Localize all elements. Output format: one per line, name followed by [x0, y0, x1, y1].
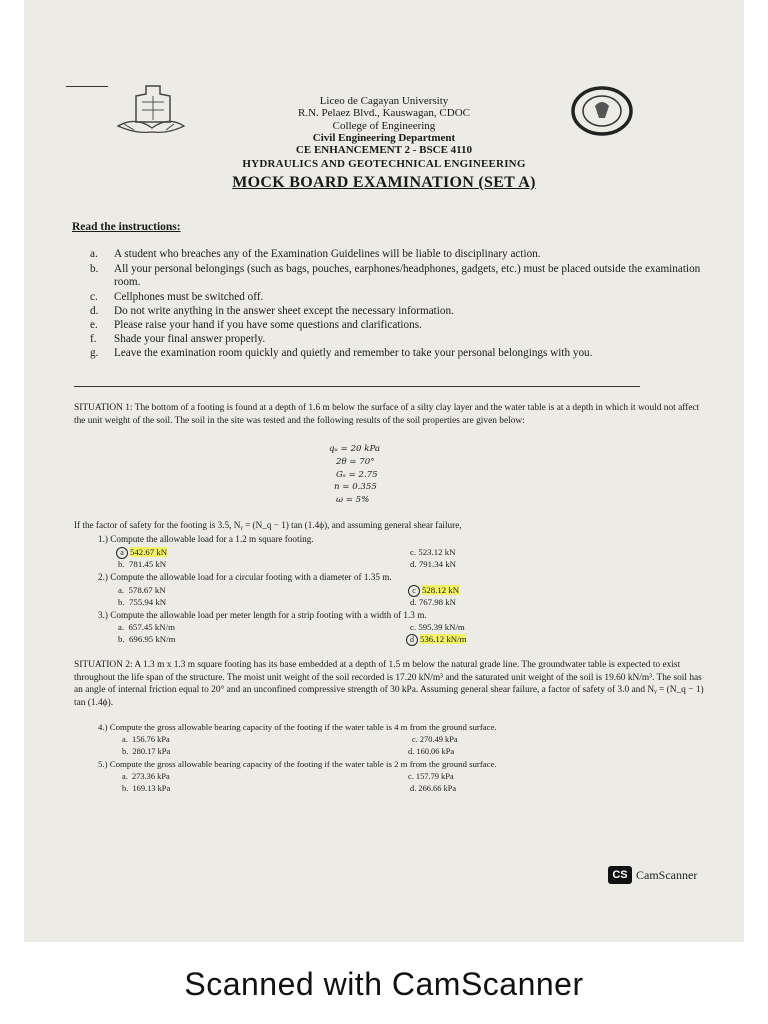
choice-value: 755.94 kN	[129, 597, 167, 607]
choice-value: 781.45 kN	[129, 559, 167, 569]
choice-letter: a.	[122, 735, 128, 744]
choice-letter: b.	[122, 784, 129, 793]
property-qu: qᵤ = 20 kPa	[329, 444, 380, 454]
choice-letter: d.	[410, 784, 417, 793]
instruction-text: All your personal belongings (such as bags, pouches, earphones/headphones, gadgets, etc.) must be placed outside the examination room.	[114, 263, 701, 288]
question-text: Compute the gross allowable bearing capacity of the footing if the water table is 4 m from the ground surface.	[109, 722, 497, 732]
choice-1b[interactable]	[118, 559, 166, 570]
camscanner-label: CamScanner	[636, 867, 698, 882]
instruction-letter: f.	[90, 333, 97, 345]
choice-2d[interactable]	[410, 597, 456, 608]
choice-3d[interactable]	[406, 634, 466, 646]
section-divider	[74, 386, 640, 387]
choice-letter: b.	[122, 747, 129, 756]
choice-value: 160.06 kPa	[416, 747, 455, 756]
question-5	[98, 759, 497, 770]
choice-letter: d.	[408, 747, 415, 756]
choice-value: 280.17 kPa	[132, 747, 171, 756]
exam-title: MOCK BOARD EXAMINATION (SET A)	[232, 174, 536, 191]
answer-circle-icon: c	[408, 585, 420, 597]
choice-1c[interactable]	[410, 547, 455, 558]
question-number: 4.)	[98, 722, 108, 732]
choice-value: 595.39 kN/m	[418, 622, 465, 632]
university-address: R.N. Pelaez Blvd., Kauswagan, CDOC	[297, 107, 470, 119]
choice-letter: c.	[408, 772, 414, 781]
choice-4c[interactable]	[412, 734, 458, 745]
instruction-letter: e.	[90, 319, 98, 331]
choice-2b[interactable]	[118, 597, 166, 608]
camscanner-watermark	[608, 866, 697, 884]
university-name: Liceo de Cagayan University	[319, 95, 449, 107]
choice-5a[interactable]	[122, 771, 170, 782]
choice-4b[interactable]	[122, 746, 170, 757]
instruction-letter: b.	[90, 263, 99, 275]
choice-5d[interactable]	[410, 783, 456, 794]
choice-value: 270.49 kPa	[419, 735, 458, 744]
answer-circle-icon: a	[116, 547, 128, 559]
property-omega: ω = 5%	[336, 495, 370, 505]
scanned-page	[24, 0, 744, 942]
question-number: 5.)	[98, 759, 108, 769]
choice-value: 696.95 kN/m	[129, 634, 176, 644]
instruction-text: Please raise your hand if you have some questions and clarifications.	[114, 319, 422, 331]
choice-letter: c.	[412, 735, 418, 744]
choice-letter: a.	[118, 622, 125, 632]
choice-value: 791.34 kN	[418, 559, 456, 569]
top-rule	[66, 86, 108, 87]
choice-value: 169.13 kPa	[132, 784, 171, 793]
choice-letter: b.	[118, 597, 125, 607]
instruction-letter: a.	[90, 248, 98, 260]
instruction-letter: d.	[90, 305, 99, 317]
choice-letter: a.	[118, 585, 125, 595]
instruction-letter: c.	[90, 291, 98, 303]
choice-value: 266.66 kPa	[418, 784, 457, 793]
choice-letter: c.	[410, 547, 417, 557]
question-number: 2.)	[98, 572, 108, 582]
choice-3c[interactable]	[410, 622, 465, 633]
choice-letter: c.	[410, 622, 417, 632]
property-gs: Gₛ = 2.75	[336, 470, 378, 480]
choice-value: 523.12 kN	[418, 547, 456, 557]
choice-4d[interactable]	[408, 746, 454, 757]
choice-letter: a.	[122, 772, 128, 781]
instruction-text: Leave the examination room quickly and quietly and remember to take your personal belongings with you.	[114, 347, 593, 359]
choice-value: 536.12 kN/m	[420, 634, 467, 644]
choice-value: 542.67 kN	[130, 547, 168, 557]
question-number: 1.)	[98, 534, 108, 544]
question-text: Compute the allowable load for a 1.2 m square footing.	[110, 534, 314, 544]
instructions-heading: Read the instructions:	[72, 221, 181, 233]
instruction-letter: g.	[90, 347, 99, 359]
course-code: CE ENHANCEMENT 2 - BSCE 4110	[295, 144, 473, 156]
choice-value: 657.45 kN/m	[128, 622, 175, 632]
choice-value: 767.98 kN	[418, 597, 456, 607]
choice-letter: b.	[118, 634, 125, 644]
instruction-text: Cellphones must be switched off.	[114, 291, 264, 303]
choice-letter: b.	[118, 559, 125, 569]
choice-5b[interactable]	[122, 783, 170, 794]
instruction-text: Do not write anything in the answer sheet except the necessary information.	[114, 305, 454, 317]
instruction-text: Shade your final answer properly.	[114, 333, 266, 345]
question-text: Compute the allowable load per meter length for a strip footing with a width of 1.3 m.	[110, 610, 427, 620]
choice-1d[interactable]	[410, 559, 456, 570]
question-4	[98, 722, 497, 733]
department-name: Civil Engineering Department	[312, 132, 456, 144]
answer-circle-icon: d	[406, 634, 418, 646]
camscanner-logo-icon: CS	[608, 866, 632, 884]
subject-title: HYDRAULICS AND GEOTECHNICAL ENGINEERING	[242, 158, 526, 170]
situation-1-text: SITUATION 1: The bottom of a footing is found at a depth of 1.6 m below the surface of a silty clay layer and the water table is at a depth in which it would not affect the unit weight of the soil. The soil in the site was tested and the following results of the soil properties are given below:	[74, 403, 700, 426]
situation-1-lead: If the factor of safety for the footing is 3.5, Nᵧ = (N_q − 1) tan (1.4ϕ), and assuming general shear failure,	[74, 520, 462, 530]
question-text: Compute the gross allowable bearing capacity of the footing if the water table is 2 m from the ground surface.	[109, 759, 497, 769]
choice-3b[interactable]	[118, 634, 175, 645]
choice-value: 578.67 kN	[128, 585, 166, 595]
choice-value: 273.36 kPa	[132, 772, 170, 781]
question-2	[98, 572, 392, 583]
situation-2-text: SITUATION 2: A 1.3 m x 1.3 m square footing has its base embedded at a depth of 1.5 m below the natural grade line. The groundwater table is expected to exist throughout the life span of the structure. The moist unit weight of the soil recorded is 17.20 kN/m³ and the saturated unit weight of the soil is 19.60 kN/m³. The soil has an angle of internal friction equal to 20° and an unconfined compressive strength of 30 kPa. Assuming general shear failure, a factor of safety of 3.0 and Nᵧ = (N_q − 1) tan (1.4ϕ).	[74, 660, 704, 708]
property-n: n = 0.355	[334, 482, 377, 492]
choice-2a[interactable]	[118, 585, 166, 596]
choice-1a[interactable]	[116, 547, 167, 559]
choice-value: 156.76 kPa	[132, 735, 170, 744]
choice-3a[interactable]	[118, 622, 175, 633]
choice-letter: d.	[410, 559, 417, 569]
choice-value: 157.79 kPa	[415, 772, 454, 781]
scanned-with-footer: Scanned with CamScanner	[184, 966, 584, 1002]
choice-value: 528.12 kN	[422, 585, 460, 595]
college-name: College of Engineering	[332, 120, 436, 132]
question-3	[98, 610, 427, 621]
question-text: Compute the allowable load for a circular footing with a diameter of 1.35 m.	[110, 572, 392, 582]
question-number: 3.)	[98, 610, 108, 620]
choice-4a[interactable]	[122, 734, 170, 745]
choice-2c[interactable]	[408, 585, 459, 597]
choice-letter: d.	[410, 597, 417, 607]
instruction-text: A student who breaches any of the Examination Guidelines will be liable to disciplinary action.	[114, 248, 541, 260]
property-angle: 2θ = 70°	[336, 457, 375, 467]
choice-5c[interactable]	[408, 771, 454, 782]
question-1	[98, 534, 314, 545]
